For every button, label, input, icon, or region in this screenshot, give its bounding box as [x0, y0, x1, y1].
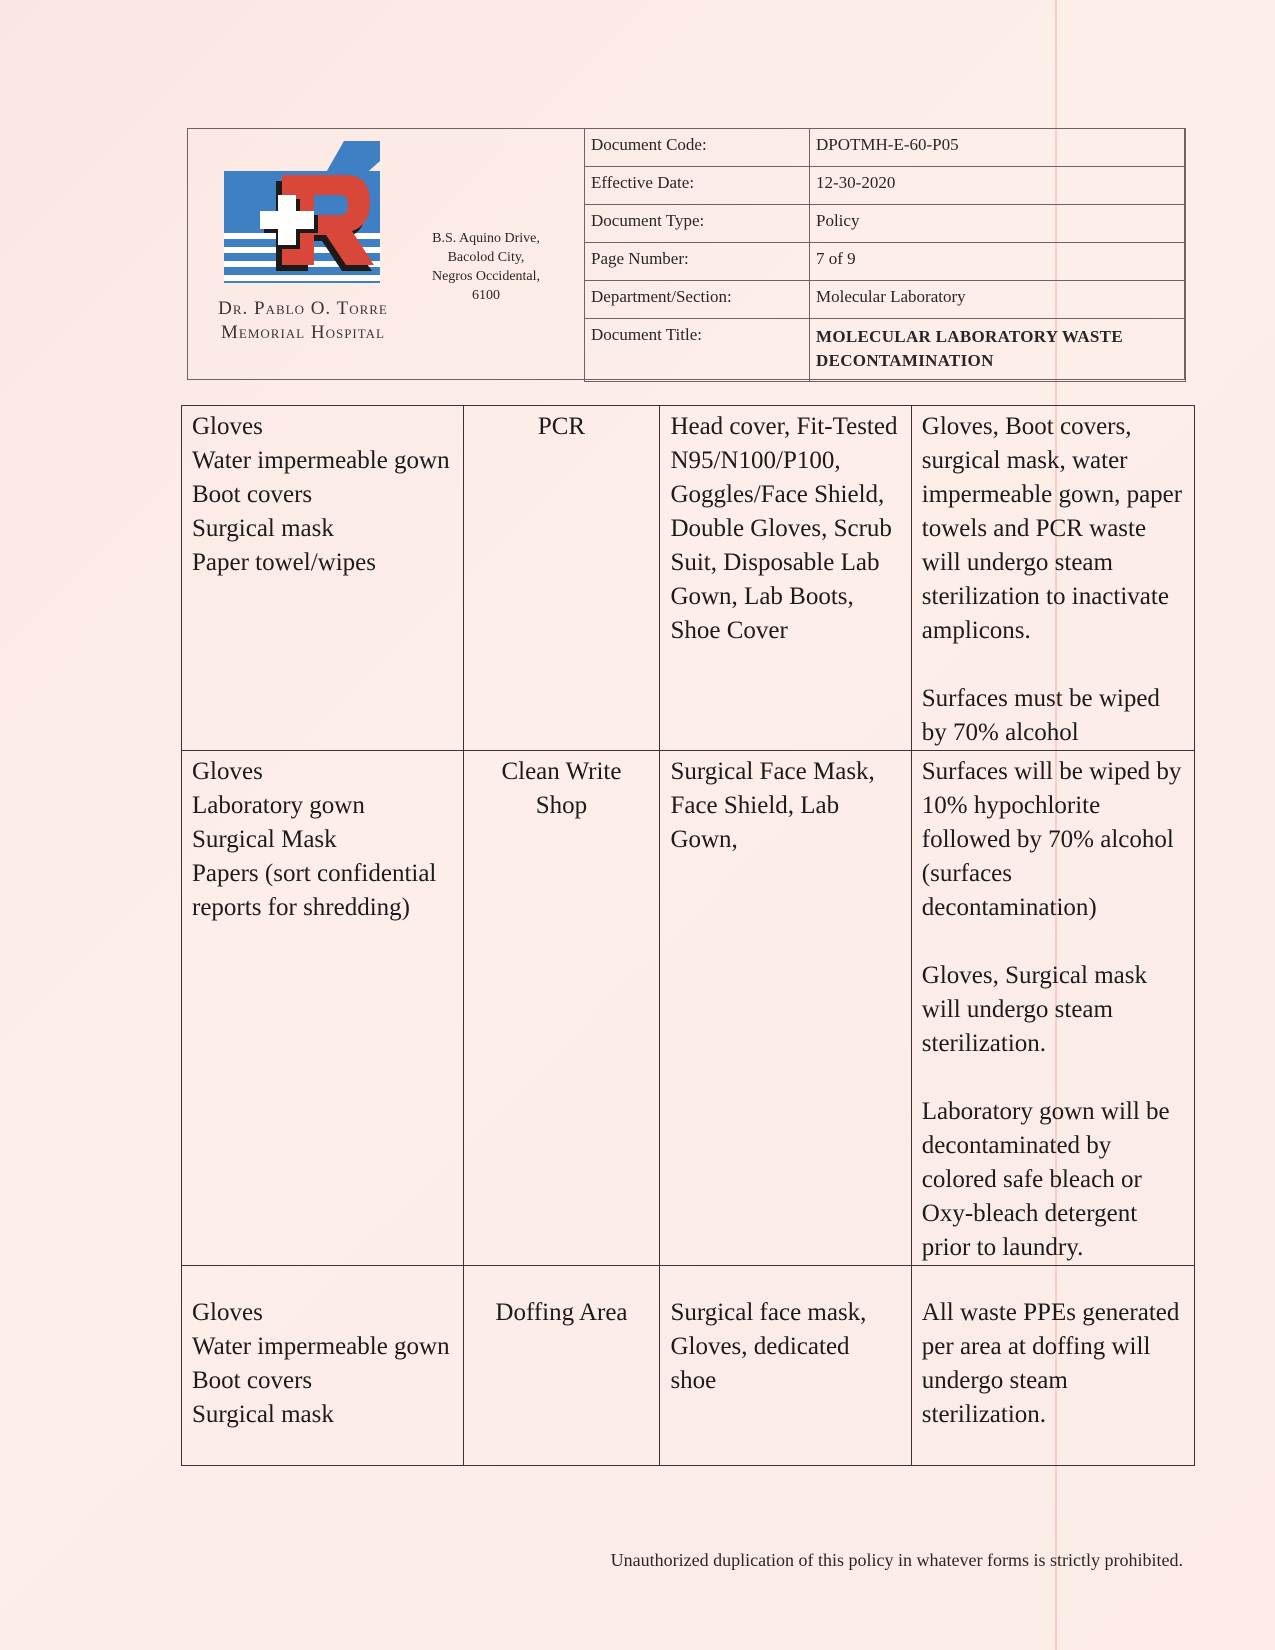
meta-value: DPOTMH-E-60-P05: [810, 129, 1186, 167]
decontamination-step: All waste PPEs generated per area at doffing will undergo steam sterilization.: [921, 1299, 1180, 1428]
waste-decontamination-table: [181, 405, 1195, 1466]
waste-item: Gloves: [192, 413, 263, 440]
document-title: MOLECULAR LABORATORY WASTE DECONTAMINATION: [810, 319, 1186, 382]
waste-items-cell: [182, 751, 464, 1266]
hospital-name: [188, 297, 418, 345]
ppe-cell: Head cover, Fit-Tested N95/N100/P100, Goggles/Face Shield, Double Gloves, Scrub Suit, Disposable Lab Gown, Lab Boots, Shoe Cover: [660, 406, 911, 751]
ppe-cell: Surgical Face Mask, Face Shield, Lab Gown,: [660, 751, 911, 1266]
area-cell: Clean Write Shop: [463, 751, 660, 1266]
table-row: [182, 751, 1195, 1266]
meta-row: [585, 243, 1186, 281]
waste-item: Paper towel/wipes: [192, 549, 376, 576]
hospital-address: [416, 229, 556, 305]
meta-label: Department/Section:: [585, 281, 810, 319]
address-line: 6100: [472, 288, 500, 303]
address-line: Bacolod City,: [447, 250, 525, 265]
waste-item: Surgical Mask: [192, 826, 337, 853]
decontamination-step: Gloves, Surgical mask will undergo steam sterilization.: [921, 962, 1147, 1057]
waste-item: Surgical mask: [192, 1401, 334, 1428]
waste-item: Boot covers: [192, 1367, 313, 1394]
decontamination-step: Surfaces will be wiped by 10% hypochlorite followed by 70% alcohol (surfaces decontamination): [921, 758, 1182, 921]
document-meta-table: [584, 128, 1186, 382]
meta-value: Policy: [810, 205, 1186, 243]
waste-items-cell: [182, 406, 464, 751]
meta-row: [585, 205, 1186, 243]
meta-label: Document Code:: [585, 129, 810, 167]
area-cell: Doffing Area: [463, 1266, 660, 1466]
decontamination-cell: [911, 1266, 1194, 1466]
address-line: Negros Occidental,: [431, 269, 541, 284]
decontamination-cell: [911, 406, 1194, 751]
waste-items-cell: [182, 1266, 464, 1466]
meta-row: [585, 167, 1186, 205]
waste-item: Water impermeable gown: [192, 447, 450, 474]
ppe-cell: Surgical face mask, Gloves, dedicated shoe: [660, 1266, 911, 1466]
decontamination-step: Laboratory gown will be decontaminated by colored safe bleach or Oxy-bleach detergent prior to laundry.: [921, 1098, 1170, 1261]
document-header: [187, 128, 1185, 380]
meta-row: [585, 281, 1186, 319]
meta-value: 7 of 9: [810, 243, 1186, 281]
waste-item: Laboratory gown: [192, 792, 365, 819]
decontamination-step: Surfaces must be wiped by 70% alcohol: [921, 685, 1160, 746]
area-cell: PCR: [463, 406, 660, 751]
meta-value: 12-30-2020: [810, 167, 1186, 205]
footer-notice: Unauthorized duplication of this policy in whatever forms is strictly prohibited.: [610, 1550, 1183, 1570]
waste-item: Gloves: [192, 1299, 263, 1326]
table-row: [182, 406, 1195, 751]
address-line: B.S. Aquino Drive,: [432, 231, 540, 246]
waste-item: Surgical mask: [192, 515, 334, 542]
waste-item: Boot covers: [192, 481, 313, 508]
meta-label: Document Type:: [585, 205, 810, 243]
meta-label: Effective Date:: [585, 167, 810, 205]
waste-item: Papers (sort confidential reports for shredding): [192, 860, 437, 921]
table-row: [182, 1266, 1195, 1466]
meta-row: [585, 129, 1186, 167]
meta-row: [585, 319, 1186, 382]
decontamination-step: Gloves, Boot covers, surgical mask, water impermeable gown, paper towels and PCR waste will undergo steam sterilization to inactivate amplicons.: [921, 413, 1183, 644]
meta-label: Document Title:: [585, 319, 810, 382]
decontamination-cell: [911, 751, 1194, 1266]
hospital-name-line1: Dr. Pablo O. Torre: [218, 298, 388, 319]
hospital-name-line2: Memorial Hospital: [221, 322, 385, 343]
meta-value: Molecular Laboratory: [810, 281, 1186, 319]
waste-item: Water impermeable gown: [192, 1333, 450, 1360]
waste-item: Gloves: [192, 758, 263, 785]
meta-label: Page Number:: [585, 243, 810, 281]
hospital-logo: [224, 141, 380, 291]
